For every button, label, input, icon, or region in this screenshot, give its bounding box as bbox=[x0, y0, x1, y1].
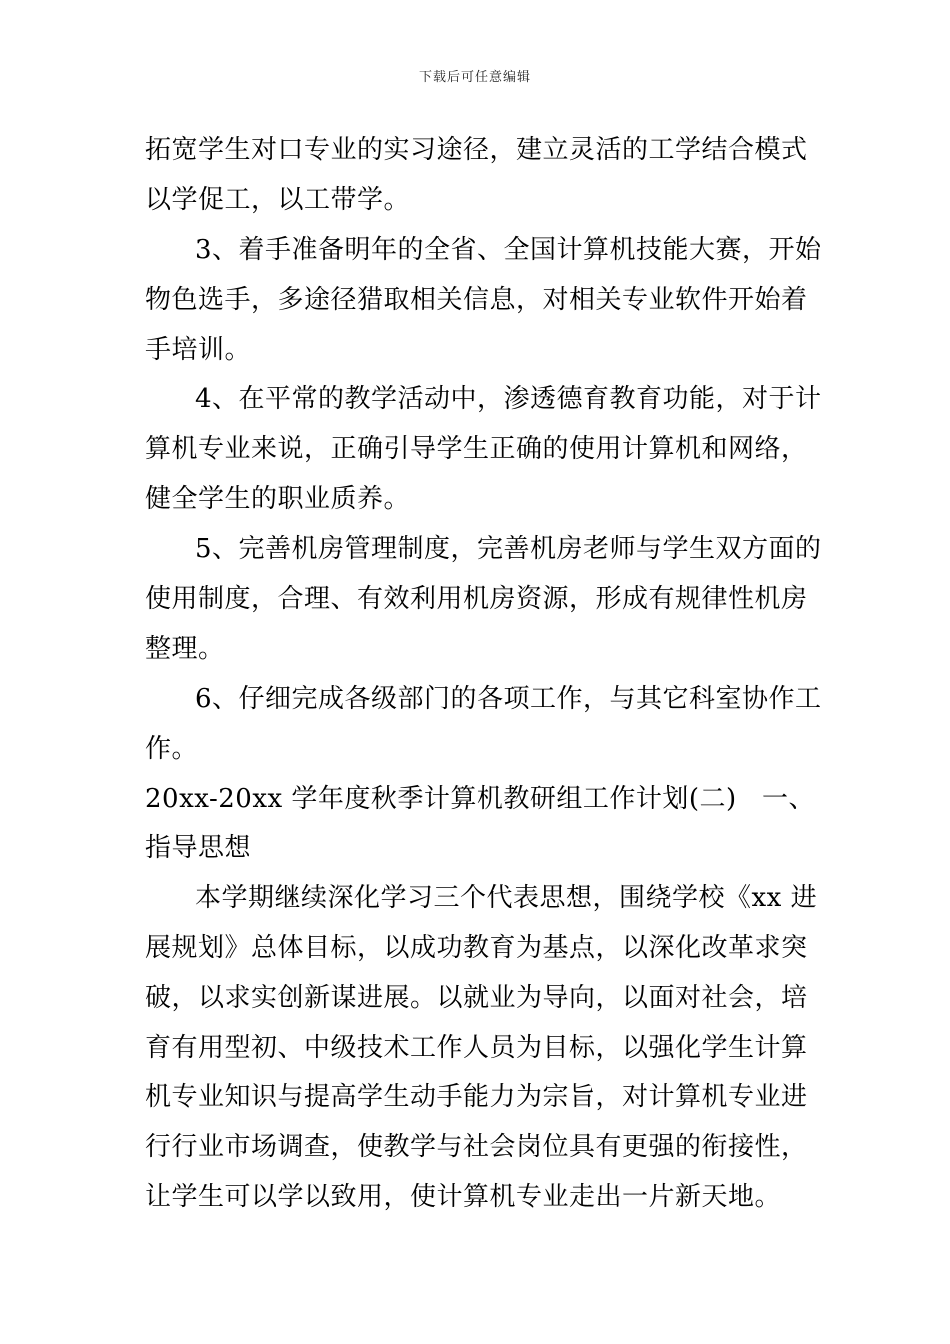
text-line: 3、着手准备明年的全省、全国计算机技能大赛，开始 bbox=[195, 235, 822, 265]
paragraph-line: 让学生可以学以致用，使计算机专业走出一片新天地。 bbox=[145, 1182, 782, 1212]
header-note: 下载后可任意编辑 bbox=[418, 70, 531, 85]
text-line: 物色选手，多途径猎取相关信息，对相关专业软件开始着 bbox=[145, 285, 808, 315]
text-line: 作。 bbox=[145, 734, 199, 764]
paragraph-line: 机专业知识与提高学生动手能力为宗旨，对计算机专业进 bbox=[145, 1082, 808, 1112]
text-line: 健全学生的职业质养。 bbox=[145, 484, 411, 514]
text-line: 整理。 bbox=[145, 634, 225, 664]
text-line: 拓宽学生对口专业的实习途径，建立灵活的工学结合模式 bbox=[145, 135, 808, 165]
paragraph-line: 展规划》总体目标，以成功教育为基点，以深化改革求突 bbox=[145, 933, 808, 963]
text-line: 使用制度，合理、有效利用机房资源，形成有规律性机房 bbox=[145, 584, 808, 614]
text-line: 5、完善机房管理制度，完善机房老师与学生双方面的 bbox=[195, 534, 822, 564]
text-line: 以学促工，以工带学。 bbox=[145, 185, 411, 215]
plan-title: 20xx-20xx 学年度秋季计算机教研组工作计划(二) bbox=[145, 784, 737, 814]
plan-heading bbox=[145, 783, 815, 815]
paragraph-line: 本学期继续深化学习三个代表思想，围绕学校《xx 进 bbox=[195, 883, 818, 913]
text-line: 手培训。 bbox=[145, 335, 252, 365]
paragraph-line: 行行业市场调查，使教学与社会岗位具有更强的衔接性， bbox=[145, 1132, 808, 1162]
text-line: 6、仔细完成各级部门的各项工作，与其它科室协作工 bbox=[195, 684, 822, 714]
text-line: 4、在平常的教学活动中，渗透德育教育功能，对于计 bbox=[195, 384, 822, 414]
section-number: 一、 bbox=[761, 784, 815, 814]
paragraph-line: 破，以求实创新谋进展。以就业为导向，以面对社会，培 bbox=[145, 983, 808, 1013]
text-line: 算机专业来说，正确引导学生正确的使用计算机和网络， bbox=[145, 434, 808, 464]
section-title: 指导思想 bbox=[145, 833, 252, 863]
paragraph-line: 育有用型初、中级技术工作人员为目标，以强化学生计算 bbox=[145, 1033, 808, 1063]
